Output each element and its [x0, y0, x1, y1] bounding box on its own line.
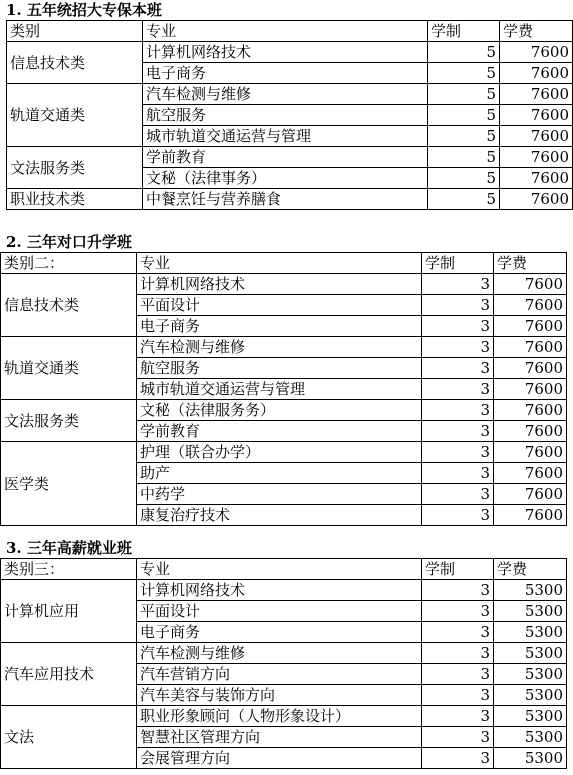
years-cell: 5 [428, 63, 500, 84]
years-cell: 3 [422, 643, 494, 664]
years-cell: 3 [422, 601, 494, 622]
fee-cell: 7600 [494, 442, 567, 463]
fee-cell: 5300 [494, 727, 567, 748]
major-cell: 电子商务 [143, 63, 428, 84]
table-row [1, 706, 567, 727]
years-cell: 3 [422, 274, 494, 295]
major-cell: 助产 [137, 463, 422, 484]
years-cell: 3 [422, 421, 494, 442]
header-years: 学制 [428, 21, 500, 42]
header-fee: 学费 [500, 21, 573, 42]
years-cell: 3 [422, 442, 494, 463]
fee-cell: 7600 [500, 147, 573, 168]
major-cell: 汽车营销方向 [137, 664, 422, 685]
major-cell: 汽车美容与装饰方向 [137, 685, 422, 706]
years-cell: 3 [422, 316, 494, 337]
major-cell: 汽车检测与维修 [137, 337, 422, 358]
fee-cell: 7600 [500, 126, 573, 147]
fee-cell: 5300 [494, 664, 567, 685]
fee-cell: 7600 [494, 484, 567, 505]
category-cell: 文法服务类 [1, 400, 137, 442]
major-cell: 航空服务 [137, 358, 422, 379]
section-title: 2. 三年对口升学班 [6, 233, 132, 251]
major-cell: 文秘（法律事务） [143, 168, 428, 189]
years-cell: 3 [422, 706, 494, 727]
years-cell: 5 [428, 42, 500, 63]
table-row [7, 84, 573, 105]
table-row [1, 580, 567, 601]
fee-cell: 5300 [494, 622, 567, 643]
years-cell: 3 [422, 727, 494, 748]
fee-cell: 7600 [500, 168, 573, 189]
years-cell: 3 [422, 580, 494, 601]
years-cell: 5 [428, 189, 500, 210]
section-three-year-exam [0, 232, 573, 526]
major-cell: 智慧社区管理方向 [137, 727, 422, 748]
program-table [0, 558, 567, 769]
major-cell: 平面设计 [137, 601, 422, 622]
major-cell: 会展管理方向 [137, 748, 422, 769]
category-cell: 文法服务类 [7, 147, 143, 189]
major-cell: 康复治疗技术 [137, 505, 422, 526]
years-cell: 5 [428, 84, 500, 105]
table-row [1, 337, 567, 358]
major-cell: 计算机网络技术 [137, 580, 422, 601]
fee-cell: 5300 [494, 685, 567, 706]
category-cell: 医学类 [1, 442, 137, 526]
fee-cell: 7600 [494, 463, 567, 484]
fee-cell: 7600 [494, 379, 567, 400]
years-cell: 3 [422, 505, 494, 526]
category-cell: 汽车应用技术 [1, 643, 137, 706]
fee-cell: 7600 [494, 421, 567, 442]
category-cell: 轨道交通类 [7, 84, 143, 147]
fee-cell: 5300 [494, 601, 567, 622]
table-header-row [1, 253, 567, 274]
section-five-year [0, 0, 573, 210]
major-cell: 职业形象顾问（人物形象设计） [137, 706, 422, 727]
section-three-year-employment [0, 538, 573, 769]
major-cell: 电子商务 [137, 316, 422, 337]
table-row [7, 189, 573, 210]
fee-cell: 5300 [494, 706, 567, 727]
years-cell: 3 [422, 622, 494, 643]
header-category: 类别 [7, 21, 143, 42]
years-cell: 3 [422, 337, 494, 358]
program-table [0, 252, 567, 526]
header-category: 类别三： [1, 559, 137, 580]
fee-cell: 7600 [494, 400, 567, 421]
category-cell: 信息技术类 [7, 42, 143, 84]
category-cell: 职业技术类 [7, 189, 143, 210]
header-fee: 学费 [494, 559, 567, 580]
years-cell: 5 [428, 105, 500, 126]
fee-cell: 7600 [494, 316, 567, 337]
major-cell: 学前教育 [137, 421, 422, 442]
table-header-row [1, 559, 567, 580]
table-header-row [7, 21, 573, 42]
years-cell: 5 [428, 147, 500, 168]
years-cell: 3 [422, 358, 494, 379]
header-major: 专业 [143, 21, 428, 42]
major-cell: 汽车检测与维修 [137, 643, 422, 664]
major-cell: 平面设计 [137, 295, 422, 316]
fee-cell: 7600 [494, 358, 567, 379]
years-cell: 3 [422, 664, 494, 685]
fee-cell: 5300 [494, 643, 567, 664]
section-title: 1. 五年统招大专保本班 [6, 1, 162, 19]
years-cell: 3 [422, 400, 494, 421]
years-cell: 3 [422, 484, 494, 505]
major-cell: 计算机网络技术 [143, 42, 428, 63]
major-cell: 电子商务 [137, 622, 422, 643]
years-cell: 3 [422, 685, 494, 706]
category-cell: 轨道交通类 [1, 337, 137, 400]
header-years: 学制 [422, 253, 494, 274]
fee-cell: 7600 [494, 505, 567, 526]
major-cell: 航空服务 [143, 105, 428, 126]
major-cell: 学前教育 [143, 147, 428, 168]
fee-cell: 7600 [500, 84, 573, 105]
table-row [1, 400, 567, 421]
table-row [7, 42, 573, 63]
years-cell: 5 [428, 168, 500, 189]
header-category: 类别二： [1, 253, 137, 274]
fee-cell: 7600 [500, 105, 573, 126]
major-cell: 中餐烹饪与营养膳食 [143, 189, 428, 210]
fee-cell: 5300 [494, 580, 567, 601]
years-cell: 5 [428, 126, 500, 147]
years-cell: 3 [422, 748, 494, 769]
header-fee: 学费 [494, 253, 567, 274]
section-title: 3. 三年高薪就业班 [6, 539, 132, 557]
fee-cell: 7600 [500, 42, 573, 63]
major-cell: 计算机网络技术 [137, 274, 422, 295]
header-major: 专业 [137, 253, 422, 274]
fee-cell: 7600 [494, 295, 567, 316]
fee-cell: 7600 [494, 337, 567, 358]
major-cell: 汽车检测与维修 [143, 84, 428, 105]
category-cell: 计算机应用 [1, 580, 137, 643]
table-row [1, 274, 567, 295]
header-major: 专业 [137, 559, 422, 580]
major-cell: 城市轨道交通运营与管理 [143, 126, 428, 147]
table-row [1, 643, 567, 664]
years-cell: 3 [422, 463, 494, 484]
category-cell: 文法 [1, 706, 137, 769]
years-cell: 3 [422, 295, 494, 316]
header-years: 学制 [422, 559, 494, 580]
major-cell: 护理（联合办学） [137, 442, 422, 463]
fee-cell: 5300 [494, 748, 567, 769]
table-row [7, 147, 573, 168]
table-row [1, 442, 567, 463]
category-cell: 信息技术类 [1, 274, 137, 337]
major-cell: 中药学 [137, 484, 422, 505]
program-table [6, 20, 573, 210]
years-cell: 3 [422, 379, 494, 400]
major-cell: 文秘（法律服务务） [137, 400, 422, 421]
fee-cell: 7600 [500, 189, 573, 210]
major-cell: 城市轨道交通运营与管理 [137, 379, 422, 400]
fee-cell: 7600 [494, 274, 567, 295]
fee-cell: 7600 [500, 63, 573, 84]
